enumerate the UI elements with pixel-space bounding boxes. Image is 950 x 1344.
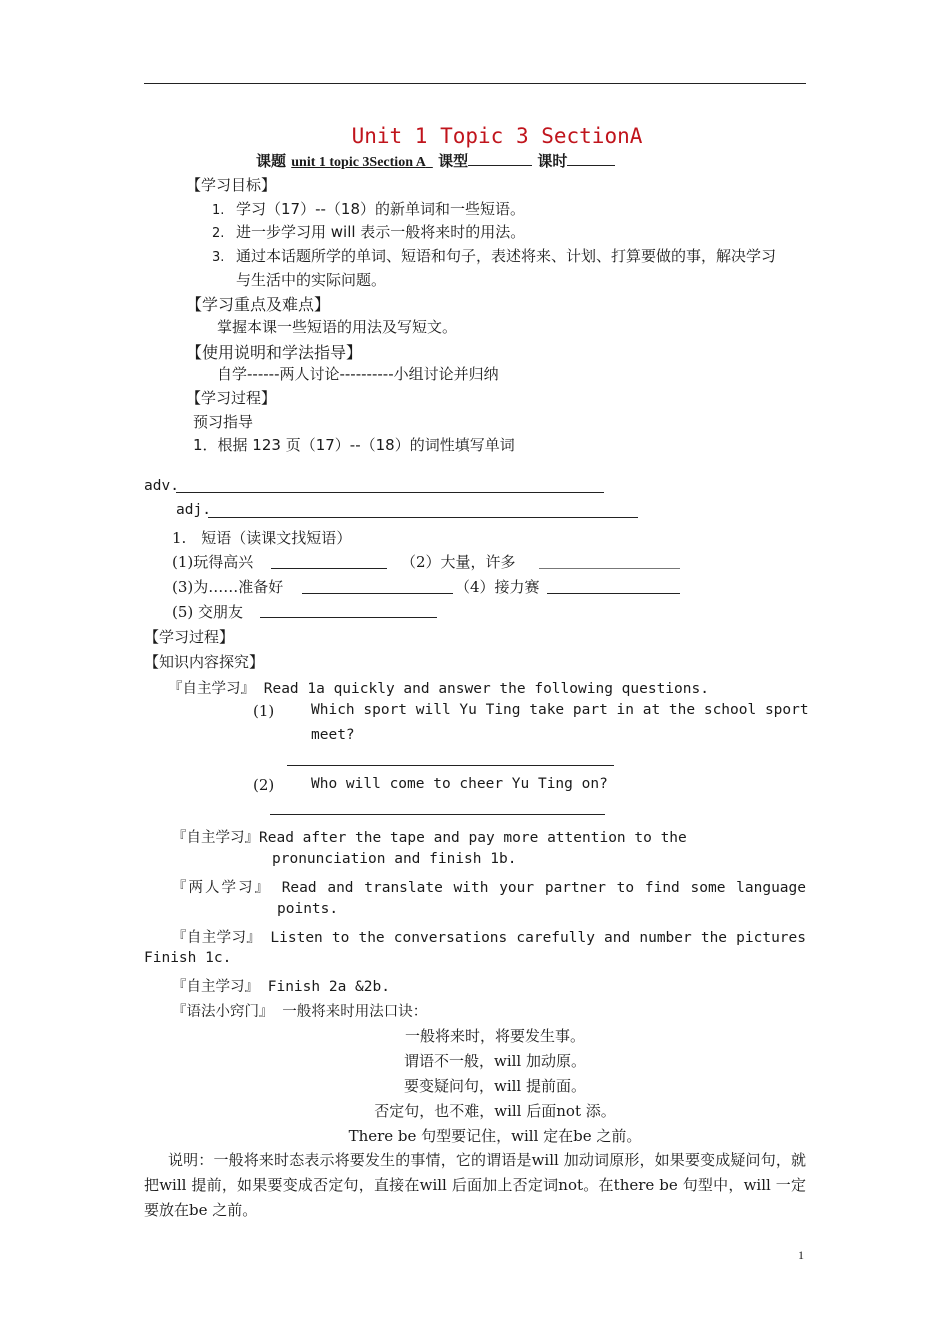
task-pair-study-cont: points. (277, 901, 339, 917)
phrase-5: (5) 交朋友 (172, 603, 244, 621)
task-self-study-2-cont: pronunciation and finish 1b. (272, 851, 517, 867)
goals-heading: 【学习目标】 (186, 176, 277, 194)
period-blank[interactable] (567, 151, 615, 166)
rhyme-line: 谓语不一般，will 加动原。 (403, 1052, 586, 1070)
phrase-3-blank[interactable] (302, 593, 453, 594)
topic-label: 课题 (256, 152, 287, 170)
adv-blank[interactable] (176, 492, 604, 493)
page-number: 1 (798, 1248, 804, 1262)
question-2-number: (2) (253, 776, 275, 794)
question-1-cont: meet? (311, 727, 355, 743)
phrase-3: (3)为……准备好 (172, 578, 284, 596)
lesson-meta (256, 150, 615, 171)
topic-value: unit 1 topic 3Section A (291, 155, 426, 170)
type-label: 课型 (438, 152, 469, 170)
phrases-heading: 1. 短语（读课文找短语） (172, 529, 352, 547)
key-text: 掌握本课一些短语的用法及写短文。 (217, 318, 458, 336)
rhyme-line: 否定句，也不难，will 后面not 添。 (374, 1102, 616, 1120)
task-self-study-2: 『自主学习』Read after the tape and pay more attention to the (172, 830, 687, 846)
task-self-study-1: 『自主学习』 Read 1a quickly and answer the following questions. (168, 681, 709, 697)
goal-item: 1. 学习（17）--（18）的新单词和一些短语。 (212, 200, 526, 218)
process-heading-2: 【学习过程】 (144, 628, 235, 646)
key-heading: 【学习重点及难点】 (186, 295, 331, 314)
guide-text: 自学------两人讨论----------小组讨论并归纳 (217, 365, 499, 383)
explanation-note: 说明：一般将来时态表示将要发生的事情，它的谓语是will 加动词原形，如果要变成疑问句，就把will 提前，如果要变成否定句，直接在will 后面加上否定词not。在there be 句型中，will 一定要放在be 之前。 (144, 1151, 806, 1219)
phrase-4-blank[interactable] (547, 593, 680, 594)
question-1: Which sport will Yu Ting take part in at the school sport (311, 702, 809, 718)
answer-1-blank[interactable] (287, 765, 614, 766)
answer-2-blank[interactable] (270, 814, 605, 815)
phrase-1-blank[interactable] (271, 568, 387, 569)
goal-item: 2. 进一步学习用 will 表示一般将来时的用法。 (212, 223, 526, 241)
phrase-1: (1)玩得高兴 (172, 553, 254, 571)
goal-item: 3. 通过本话题所学的单词、短语和句子，表述将来、计划、打算要做的事，解决学习 (212, 247, 777, 265)
header-rule (144, 83, 806, 84)
page-title: Unit 1 Topic 3 SectionA (351, 124, 643, 148)
adj-blank[interactable] (208, 517, 638, 518)
period-label: 课时 (537, 152, 568, 170)
rhyme-line: 一般将来时，将要发生事。 (404, 1027, 585, 1045)
task-self-study-3: 『自主学习』 Listen to the conversations carefully and number the pictures (172, 930, 806, 946)
task-self-study-3-cont: Finish 1c. (144, 950, 232, 966)
explore-heading: 【知识内容探究】 (144, 653, 265, 671)
task-self-study-4: 『自主学习』 Finish 2a &2b. (172, 979, 390, 995)
phrase-4: （4）接力赛 (455, 578, 540, 596)
preview-heading: 预习指导 (193, 413, 254, 431)
adj-label: adj. (176, 502, 211, 518)
task-pair-study: 『两人学习』 Read and translate with your partner to find some language (172, 880, 806, 896)
question-1-number: (1) (253, 702, 275, 720)
adv-label: adv. (144, 478, 179, 494)
preview-item: 1．根据 123 页（17）--（18）的词性填写单词 (193, 436, 515, 454)
type-blank[interactable] (468, 151, 532, 166)
process-heading: 【学习过程】 (186, 389, 277, 407)
grammar-tip: 『语法小窍门』 一般将来时用法口诀： (172, 1004, 428, 1020)
phrase-5-blank[interactable] (260, 617, 437, 618)
guide-heading: 【使用说明和学法指导】 (186, 343, 363, 362)
phrase-2-blank[interactable] (539, 568, 680, 569)
rhyme-line: There be 句型要记住，will 定在be 之前。 (348, 1127, 642, 1145)
goal-item-cont: 与生活中的实际问题。 (236, 271, 387, 289)
question-2: Who will come to cheer Yu Ting on? (311, 776, 608, 792)
rhyme-line: 要变疑问句，will 提前面。 (403, 1077, 586, 1095)
phrase-2: （2）大量，许多 (401, 553, 516, 571)
